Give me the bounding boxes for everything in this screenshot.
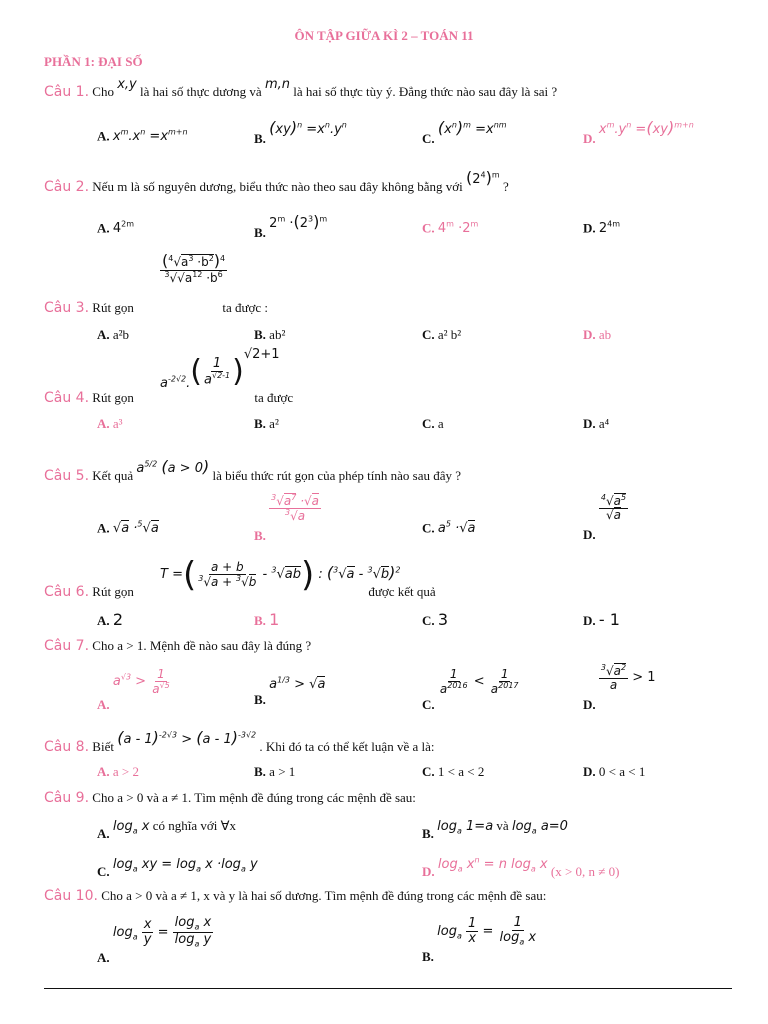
question-10: Câu 10. Cho a > 0 và a ≠ 1, x và y là hai số dương. Tìm mệnh đề đúng trong các mệnh đề sau: <box>44 888 547 904</box>
option-b[interactable]: B. ab² <box>254 327 286 342</box>
option-c[interactable]: C. $4^m \cdot 2^m$ <box>422 220 479 237</box>
q3-expression: $\frac{(^4√a^3 \cdot b^2)^4}{^3√√a^{12} \cdot b^6}$ <box>162 251 226 285</box>
option-b[interactable]: B. 1 <box>254 610 280 629</box>
option-a[interactable]: A. $x^m.x^n =x^{m+n}$ <box>97 128 188 145</box>
option-d[interactable]: D. - 1 <box>583 610 620 629</box>
option-b[interactable]: B. $(xy)^n =x^n.y^n$ <box>254 118 347 146</box>
option-b[interactable]: B. a² <box>254 416 279 431</box>
option-a[interactable]: A. a > 2 <box>97 764 139 779</box>
question-4: Câu 4. Rút gọn ta được <box>44 390 294 406</box>
option-a[interactable]: A. 2 <box>97 610 124 629</box>
option-c[interactable]: C. a <box>422 416 444 431</box>
footer-divider <box>44 988 732 989</box>
option-a[interactable]: A. $a^{√3}$ > $\frac{1}{a^{√5}}$ <box>97 667 170 713</box>
option-d[interactable]: D. 0 < a < 1 <box>583 764 646 779</box>
option-c[interactable]: C. $\frac{1}{a^{2016}}$ < $\frac{1}{a^{2017}}$ <box>422 667 519 713</box>
option-a[interactable]: A. a²b <box>97 327 130 342</box>
option-a[interactable]: A. √a ·$^5$√a <box>97 520 159 537</box>
option-b[interactable]: B. $\frac{^3√a^7 \cdot√a}{^3√a}$ <box>254 493 320 543</box>
option-c[interactable]: C. 3 <box>422 610 449 629</box>
option-c[interactable]: C. $(x^n)^m =x^{nm}$ <box>422 118 507 146</box>
option-a[interactable]: A. a³ <box>97 416 123 431</box>
question-5: Câu 5. Kết quả $a^{5/2}$ (a > 0) là biểu thức rút gọn của phép tính nào sau đây ? <box>44 457 462 484</box>
question-6: Câu 6. Rút gọn được kết quả <box>44 584 436 600</box>
option-a[interactable]: A. $\log_a$ $\frac{x}{y}$ = $\frac{\log_a x}{\log_a y}$ <box>97 915 212 965</box>
option-d[interactable]: D. $2^{4m}$ <box>583 220 621 237</box>
option-b[interactable]: B. $\log_a 1=a$ và $\log_a a=0$ <box>422 818 568 841</box>
option-d[interactable]: D. $\frac{^3√a^2}{a}$ > 1 <box>583 663 656 713</box>
question-1: Câu 1. Cho x,y là hai số thực dương và m,n là hai số thực tùy ý. Đẳng thức nào sau đây là sai ? <box>44 77 558 100</box>
option-d[interactable]: D. $x^m.y^n =(xy)^{m+n}$ <box>583 118 694 146</box>
option-b[interactable]: B. $2^m \cdot(2^3)^m$ <box>254 212 328 240</box>
question-3: Câu 3. Rút gọn ta được : <box>44 300 269 316</box>
option-d[interactable]: D. $\frac{^4√a^5}{√a}$ <box>583 493 627 543</box>
option-d[interactable]: D. ab <box>583 327 612 342</box>
option-d[interactable]: D. a⁴ <box>583 416 610 431</box>
question-8: Câu 8. Biết (a - 1)$^{-2√3}$ > (a - 1)$^{-3√2}$ . Khi đó ta có thể kết luận về a là: <box>44 728 435 755</box>
q4-expression: $a^{-2√2}$.( $\frac{1}{a^{√2-1}}$ )$^{√2+1}$ <box>160 346 280 391</box>
q6-expression: T =( $\frac{a + b}{^3√a + ^3√b}$ - $^3$√ab) : ($^3$√a - $^3$√b)$^2$ <box>160 555 401 595</box>
question-7: Câu 7. Cho a > 1. Mệnh đề nào sau đây là đúng ? <box>44 638 312 654</box>
option-b[interactable]: B. $a^{1/3} > √a$ <box>254 676 326 708</box>
section-heading: PHẦN 1: ĐẠI SỐ <box>44 54 143 69</box>
option-a[interactable]: A. $4^{2m}$ <box>97 220 135 237</box>
option-c[interactable]: C. $\log_a$ xy = $\log_a x \cdot\log_a$ y <box>97 857 258 879</box>
question-label: Câu 1. <box>44 84 90 100</box>
option-c[interactable]: C. a² b² <box>422 327 462 342</box>
option-b[interactable]: B. a > 1 <box>254 764 296 779</box>
page-title: ÔN TẬP GIỮA KÌ 2 – TOÁN 11 <box>294 28 474 43</box>
question-9: Câu 9. Cho a > 0 và a ≠ 1. Tìm mệnh đề đúng trong các mệnh đề sau: <box>44 790 416 806</box>
option-a[interactable]: A. $\log_a x$ có nghĩa với ∀x <box>97 818 236 841</box>
option-d[interactable]: D. $\log_a x^n = n$ $\log_a x$ (x > 0, n ≠ 0) <box>422 856 620 880</box>
option-c[interactable]: C. $a^5 \cdot√a$ <box>422 520 476 537</box>
option-c[interactable]: C. 1 < a < 2 <box>422 764 485 779</box>
option-b[interactable]: B. $\log_a$ $\frac{1}{x}$ = $\frac{1}{\log_a x}$ <box>422 915 537 964</box>
question-2: Câu 2. Nếu m là số nguyên dương, biểu thức nào theo sau đây không bằng với $(2^4)^m$ ? <box>44 168 509 195</box>
